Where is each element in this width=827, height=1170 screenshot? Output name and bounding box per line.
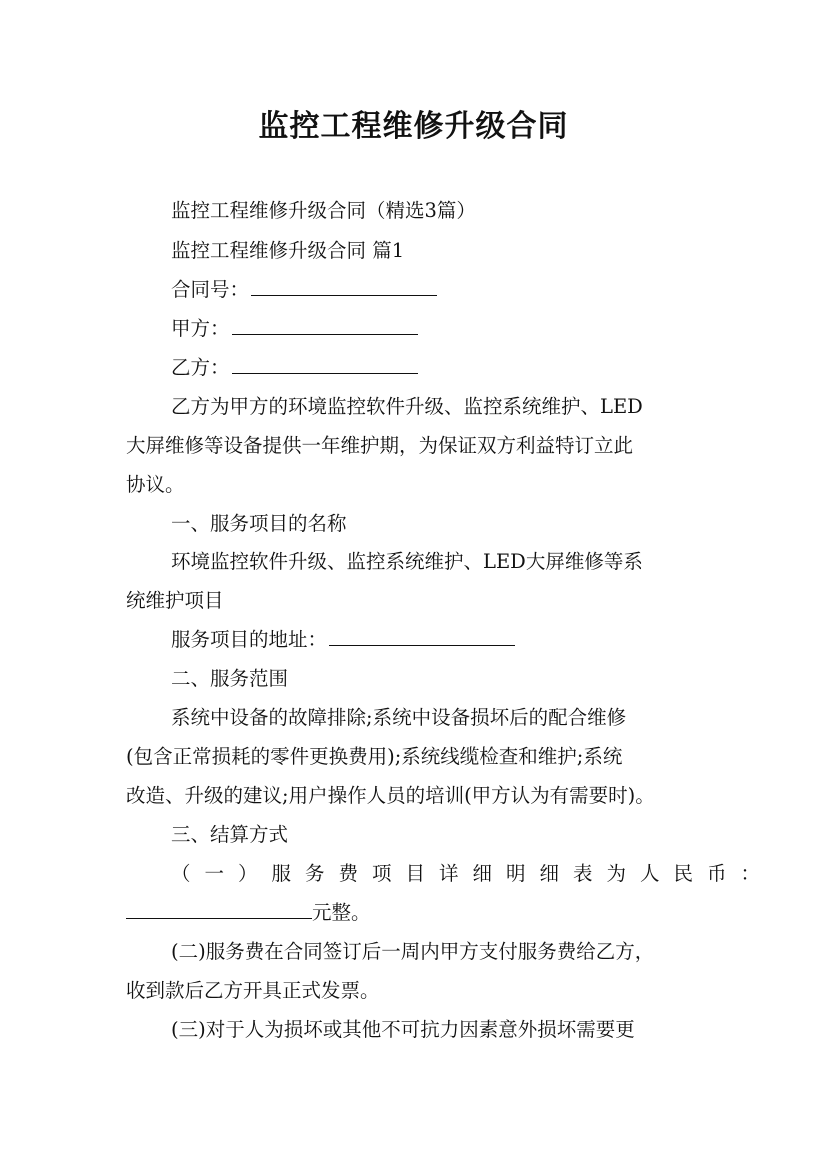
contract-number-line (171, 277, 706, 303)
contract-number-blank (251, 277, 437, 296)
party-a-line (171, 316, 706, 342)
document-title: 监控工程维修升级合同 (258, 109, 569, 144)
paragraph-line: 改造、升级的建议;用户操作人员的培训(甲方认为有需要时)。 (126, 784, 655, 807)
section-heading: 一、服务项目的名称 (171, 512, 347, 535)
address-blank (329, 627, 515, 646)
amount-blank (126, 900, 312, 919)
paragraph-line: 环境监控软件升级、监控系统维护、LED大屏维修等系 (171, 550, 643, 573)
paragraph-line: 大屏维修等设备提供一年维护期，为保证双方利益特订立此 (126, 434, 634, 457)
paragraph-line: (包含正常损耗的零件更换费用);系统线缆检查和维护;系统 (126, 745, 623, 768)
section-heading: 监控工程维修升级合同 篇1 (171, 239, 405, 262)
paragraph-line: (二)服务费在合同签订后一周内甲方支付服务费给乙方， (171, 940, 655, 963)
paragraph-line: 协议。 (126, 473, 185, 496)
party-b-blank (232, 355, 418, 374)
address-label: 服务项目的地址： (171, 628, 328, 651)
paragraph-line: 统维护项目 (126, 589, 224, 612)
subtitle-line: 监控工程维修升级合同（精选3篇） (171, 199, 476, 222)
party-b-label: 乙方： (171, 356, 230, 379)
paragraph-line: 乙方为甲方的环境监控软件升级、监控系统维护、LED (171, 395, 643, 418)
paragraph-line: （一）服务费项目详细明细表为人民币： (171, 862, 775, 885)
contract-number-label: 合同号： (171, 278, 250, 301)
amount-line (126, 900, 706, 926)
party-a-blank (232, 316, 418, 335)
party-a-label: 甲方： (171, 317, 230, 340)
paragraph-line: 收到款后乙方开具正式发票。 (126, 979, 380, 1002)
amount-suffix: 元整。 (312, 901, 371, 924)
paragraph-line: 系统中设备的故障排除;系统中设备损坏后的配合维修 (171, 706, 627, 729)
section-heading: 三、结算方式 (171, 823, 289, 846)
party-b-line (171, 355, 706, 381)
section-heading: 二、服务范围 (171, 667, 289, 690)
address-line (171, 627, 706, 653)
paragraph-line: (三)对于人为损坏或其他不可抗力因素意外损坏需要更 (171, 1018, 635, 1041)
